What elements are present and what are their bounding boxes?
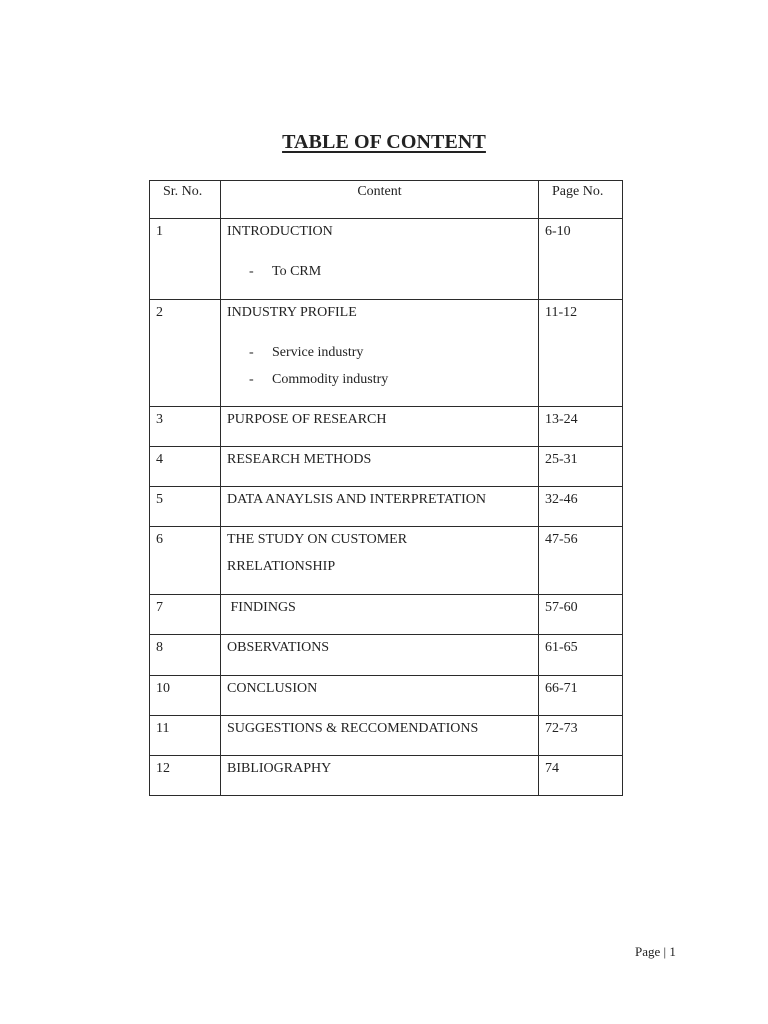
table-row	[150, 219, 623, 300]
section-title: INTRODUCTION	[227, 224, 333, 239]
table-row	[150, 595, 623, 635]
table-row	[150, 447, 623, 487]
row-page-no	[539, 635, 623, 676]
section-title-continued: RRELATIONSHIP	[227, 559, 336, 574]
sr-no-value: 3	[156, 412, 163, 427]
sr-no-value: 6	[156, 532, 163, 547]
section-title: FINDINGS	[227, 600, 296, 615]
subsection-dash: -	[249, 372, 254, 387]
table-of-contents	[149, 180, 623, 796]
section-title: SUGGESTIONS & RECCOMENDATIONS	[227, 721, 479, 736]
table-row	[150, 527, 623, 595]
row-content	[221, 756, 539, 796]
header-sr-no-label: Sr. No.	[163, 184, 203, 199]
row-sr-no	[150, 756, 221, 796]
subsection-label: Service industry	[272, 345, 364, 360]
table-row	[150, 676, 623, 716]
sr-no-value: 11	[156, 721, 170, 736]
row-page-no	[539, 300, 623, 407]
row-content	[221, 716, 539, 756]
header-page-no	[539, 181, 623, 219]
row-content	[221, 527, 539, 595]
row-content	[221, 635, 539, 676]
page-range-value: 11-12	[545, 305, 578, 320]
section-title: OBSERVATIONS	[227, 640, 330, 655]
row-sr-no	[150, 300, 221, 407]
row-page-no	[539, 407, 623, 447]
subsection-item	[227, 343, 538, 363]
page-range-value: 25-31	[545, 452, 578, 467]
row-content	[221, 676, 539, 716]
row-page-no	[539, 756, 623, 796]
row-content	[221, 447, 539, 487]
sr-no-value: 5	[156, 492, 163, 507]
sr-no-value: 8	[156, 640, 163, 655]
row-page-no	[539, 595, 623, 635]
row-content	[221, 595, 539, 635]
row-page-no	[539, 219, 623, 300]
page-range-value: 13-24	[545, 412, 578, 427]
subsection-label: To CRM	[272, 264, 322, 279]
row-sr-no	[150, 487, 221, 527]
header-content	[221, 181, 539, 219]
row-sr-no	[150, 219, 221, 300]
row-page-no	[539, 447, 623, 487]
subsection-item	[227, 262, 538, 282]
section-title: DATA ANAYLSIS AND INTERPRETATION	[227, 492, 486, 507]
subsection-dash: -	[249, 264, 254, 279]
row-sr-no	[150, 595, 221, 635]
table-row	[150, 407, 623, 447]
section-title: PURPOSE OF RESEARCH	[227, 412, 387, 427]
section-title: CONCLUSION	[227, 681, 318, 696]
sr-no-value: 1	[156, 224, 163, 239]
row-page-no	[539, 716, 623, 756]
row-sr-no	[150, 676, 221, 716]
row-sr-no	[150, 716, 221, 756]
row-content	[221, 407, 539, 447]
page-range-value: 57-60	[545, 600, 578, 615]
page-range-value: 6-10	[545, 224, 571, 239]
page-title	[0, 131, 768, 154]
table-header-row	[150, 181, 623, 219]
sr-no-value: 2	[156, 305, 163, 320]
section-title: THE STUDY ON CUSTOMER	[227, 532, 408, 547]
page-range-value: 72-73	[545, 721, 578, 736]
row-sr-no	[150, 407, 221, 447]
row-content	[221, 300, 539, 407]
page-title-text: TABLE OF CONTENT	[282, 131, 486, 153]
row-content	[221, 487, 539, 527]
page-range-value: 74	[545, 761, 559, 776]
row-page-no	[539, 527, 623, 595]
sr-no-value: 10	[156, 681, 170, 696]
row-page-no	[539, 676, 623, 716]
row-sr-no	[150, 527, 221, 595]
row-sr-no	[150, 447, 221, 487]
subsection-dash: -	[249, 345, 254, 360]
table-row	[150, 716, 623, 756]
sr-no-value: 12	[156, 761, 170, 776]
row-content	[221, 219, 539, 300]
table-row	[150, 756, 623, 796]
header-sr-no	[150, 181, 221, 219]
section-title: RESEARCH METHODS	[227, 452, 372, 467]
page-range-value: 32-46	[545, 492, 578, 507]
section-title: INDUSTRY PROFILE	[227, 305, 357, 320]
page-range-value: 61-65	[545, 640, 578, 655]
row-page-no	[539, 487, 623, 527]
page-range-value: 66-71	[545, 681, 578, 696]
table-row	[150, 635, 623, 676]
sr-no-value: 4	[156, 452, 163, 467]
header-page-no-label: Page No.	[552, 184, 604, 199]
sr-no-value: 7	[156, 600, 163, 615]
page-footer: Page | 1	[635, 944, 676, 959]
table-row	[150, 487, 623, 527]
table-row	[150, 300, 623, 407]
subsection-label: Commodity industry	[272, 372, 389, 387]
page-range-value: 47-56	[545, 532, 578, 547]
section-title: BIBLIOGRAPHY	[227, 761, 332, 776]
header-content-label: Content	[357, 184, 402, 199]
subsection-item	[227, 370, 538, 390]
row-sr-no	[150, 635, 221, 676]
